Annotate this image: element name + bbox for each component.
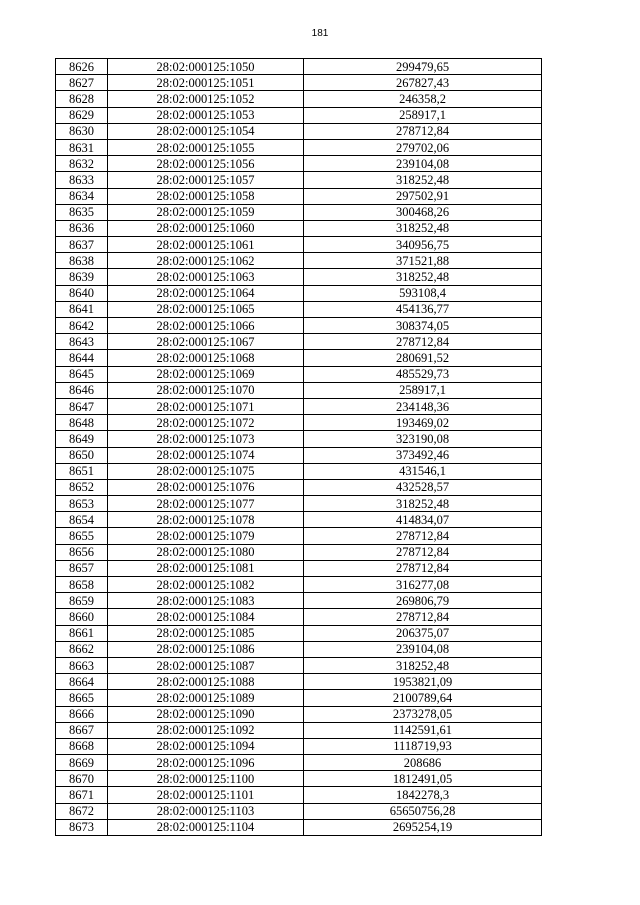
table-row	[56, 285, 542, 301]
table-row	[56, 560, 542, 576]
cadastral-number-cell: 28:02:000125:1064	[108, 285, 304, 301]
value-cell: 278712,84	[304, 528, 542, 544]
table-row	[56, 593, 542, 609]
value-cell: 246358,2	[304, 91, 542, 107]
cadastral-number-cell: 28:02:000125:1062	[108, 253, 304, 269]
cadastral-number-cell: 28:02:000125:1104	[108, 819, 304, 835]
row-index-cell: 8670	[56, 771, 108, 787]
value-cell: 318252,48	[304, 269, 542, 285]
cadastral-number-cell: 28:02:000125:1096	[108, 755, 304, 771]
row-index-cell: 8668	[56, 738, 108, 754]
table-row	[56, 496, 542, 512]
row-index-cell: 8635	[56, 204, 108, 220]
cadastral-number-cell: 28:02:000125:1084	[108, 609, 304, 625]
cadastral-number-cell: 28:02:000125:1067	[108, 334, 304, 350]
value-cell: 193469,02	[304, 415, 542, 431]
row-index-cell: 8650	[56, 447, 108, 463]
table-row	[56, 431, 542, 447]
row-index-cell: 8672	[56, 803, 108, 819]
cadastral-number-cell: 28:02:000125:1052	[108, 91, 304, 107]
value-cell: 206375,07	[304, 625, 542, 641]
table-row	[56, 479, 542, 495]
row-index-cell: 8646	[56, 382, 108, 398]
table-row	[56, 447, 542, 463]
row-index-cell: 8658	[56, 577, 108, 593]
value-cell: 1953821,09	[304, 674, 542, 690]
table-row	[56, 334, 542, 350]
cadastral-table	[55, 58, 542, 836]
row-index-cell: 8649	[56, 431, 108, 447]
value-cell: 414834,07	[304, 512, 542, 528]
value-cell: 2373278,05	[304, 706, 542, 722]
row-index-cell: 8643	[56, 334, 108, 350]
table-row	[56, 366, 542, 382]
value-cell: 279702,06	[304, 139, 542, 155]
cadastral-number-cell: 28:02:000125:1072	[108, 415, 304, 431]
row-index-cell: 8626	[56, 59, 108, 75]
row-index-cell: 8631	[56, 139, 108, 155]
row-index-cell: 8644	[56, 350, 108, 366]
cadastral-number-cell: 28:02:000125:1101	[108, 787, 304, 803]
value-cell: 431546,1	[304, 463, 542, 479]
row-index-cell: 8654	[56, 512, 108, 528]
cadastral-number-cell: 28:02:000125:1054	[108, 123, 304, 139]
row-index-cell: 8648	[56, 415, 108, 431]
cadastral-number-cell: 28:02:000125:1058	[108, 188, 304, 204]
table-row	[56, 91, 542, 107]
row-index-cell: 8628	[56, 91, 108, 107]
value-cell: 1842278,3	[304, 787, 542, 803]
value-cell: 297502,91	[304, 188, 542, 204]
value-cell: 432528,57	[304, 479, 542, 495]
cadastral-number-cell: 28:02:000125:1085	[108, 625, 304, 641]
row-index-cell: 8633	[56, 172, 108, 188]
value-cell: 1142591,61	[304, 722, 542, 738]
table-row	[56, 156, 542, 172]
row-index-cell: 8662	[56, 641, 108, 657]
table-row	[56, 674, 542, 690]
row-index-cell: 8652	[56, 479, 108, 495]
cadastral-number-cell: 28:02:000125:1055	[108, 139, 304, 155]
table-row	[56, 819, 542, 835]
value-cell: 1812491,05	[304, 771, 542, 787]
value-cell: 323190,08	[304, 431, 542, 447]
value-cell: 278712,84	[304, 560, 542, 576]
cadastral-number-cell: 28:02:000125:1090	[108, 706, 304, 722]
value-cell: 454136,77	[304, 301, 542, 317]
cadastral-number-cell: 28:02:000125:1082	[108, 577, 304, 593]
cadastral-number-cell: 28:02:000125:1060	[108, 220, 304, 236]
cadastral-number-cell: 28:02:000125:1089	[108, 690, 304, 706]
row-index-cell: 8632	[56, 156, 108, 172]
row-index-cell: 8645	[56, 366, 108, 382]
cadastral-number-cell: 28:02:000125:1080	[108, 544, 304, 560]
row-index-cell: 8647	[56, 398, 108, 414]
cadastral-number-cell: 28:02:000125:1056	[108, 156, 304, 172]
table-row	[56, 318, 542, 334]
cadastral-number-cell: 28:02:000125:1086	[108, 641, 304, 657]
table-row	[56, 625, 542, 641]
cadastral-number-cell: 28:02:000125:1075	[108, 463, 304, 479]
cadastral-number-cell: 28:02:000125:1077	[108, 496, 304, 512]
value-cell: 371521,88	[304, 253, 542, 269]
value-cell: 593108,4	[304, 285, 542, 301]
table-row	[56, 755, 542, 771]
table-row	[56, 301, 542, 317]
value-cell: 1118719,93	[304, 738, 542, 754]
row-index-cell: 8673	[56, 819, 108, 835]
row-index-cell: 8629	[56, 107, 108, 123]
value-cell: 318252,48	[304, 496, 542, 512]
cadastral-number-cell: 28:02:000125:1073	[108, 431, 304, 447]
table-row	[56, 75, 542, 91]
value-cell: 208686	[304, 755, 542, 771]
row-index-cell: 8640	[56, 285, 108, 301]
table-row	[56, 512, 542, 528]
value-cell: 299479,65	[304, 59, 542, 75]
cadastral-number-cell: 28:02:000125:1083	[108, 593, 304, 609]
table-row	[56, 722, 542, 738]
cadastral-number-cell: 28:02:000125:1071	[108, 398, 304, 414]
value-cell: 373492,46	[304, 447, 542, 463]
table-row	[56, 237, 542, 253]
value-cell: 340956,75	[304, 237, 542, 253]
row-index-cell: 8657	[56, 560, 108, 576]
value-cell: 234148,36	[304, 398, 542, 414]
table-body	[56, 59, 542, 836]
row-index-cell: 8665	[56, 690, 108, 706]
cadastral-number-cell: 28:02:000125:1050	[108, 59, 304, 75]
row-index-cell: 8630	[56, 123, 108, 139]
value-cell: 258917,1	[304, 107, 542, 123]
table-row	[56, 123, 542, 139]
cadastral-number-cell: 28:02:000125:1069	[108, 366, 304, 382]
table-row	[56, 609, 542, 625]
table-row	[56, 350, 542, 366]
row-index-cell: 8669	[56, 755, 108, 771]
cadastral-number-cell: 28:02:000125:1061	[108, 237, 304, 253]
table-row	[56, 803, 542, 819]
row-index-cell: 8651	[56, 463, 108, 479]
cadastral-number-cell: 28:02:000125:1063	[108, 269, 304, 285]
value-cell: 308374,05	[304, 318, 542, 334]
table-row	[56, 188, 542, 204]
table-row	[56, 577, 542, 593]
row-index-cell: 8653	[56, 496, 108, 512]
cadastral-number-cell: 28:02:000125:1087	[108, 657, 304, 673]
table-row	[56, 269, 542, 285]
table-row	[56, 657, 542, 673]
table-row	[56, 139, 542, 155]
table-row	[56, 172, 542, 188]
table-row	[56, 641, 542, 657]
cadastral-number-cell: 28:02:000125:1079	[108, 528, 304, 544]
cadastral-number-cell: 28:02:000125:1053	[108, 107, 304, 123]
value-cell: 318252,48	[304, 657, 542, 673]
table-row	[56, 382, 542, 398]
cadastral-number-cell: 28:02:000125:1088	[108, 674, 304, 690]
cadastral-number-cell: 28:02:000125:1092	[108, 722, 304, 738]
value-cell: 316277,08	[304, 577, 542, 593]
page-number: 181	[311, 28, 329, 39]
value-cell: 318252,48	[304, 220, 542, 236]
value-cell: 278712,84	[304, 334, 542, 350]
row-index-cell: 8641	[56, 301, 108, 317]
cadastral-number-cell: 28:02:000125:1065	[108, 301, 304, 317]
value-cell: 485529,73	[304, 366, 542, 382]
value-cell: 239104,08	[304, 156, 542, 172]
cadastral-number-cell: 28:02:000125:1070	[108, 382, 304, 398]
row-index-cell: 8636	[56, 220, 108, 236]
table-row	[56, 59, 542, 75]
row-index-cell: 8660	[56, 609, 108, 625]
row-index-cell: 8639	[56, 269, 108, 285]
value-cell: 278712,84	[304, 123, 542, 139]
value-cell: 2100789,64	[304, 690, 542, 706]
value-cell: 269806,79	[304, 593, 542, 609]
value-cell: 278712,84	[304, 609, 542, 625]
table-row	[56, 220, 542, 236]
table-row	[56, 738, 542, 754]
cadastral-number-cell: 28:02:000125:1078	[108, 512, 304, 528]
row-index-cell: 8659	[56, 593, 108, 609]
row-index-cell: 8663	[56, 657, 108, 673]
table-row	[56, 528, 542, 544]
cadastral-number-cell: 28:02:000125:1051	[108, 75, 304, 91]
value-cell: 278712,84	[304, 544, 542, 560]
value-cell: 258917,1	[304, 382, 542, 398]
row-index-cell: 8638	[56, 253, 108, 269]
cadastral-number-cell: 28:02:000125:1100	[108, 771, 304, 787]
value-cell: 239104,08	[304, 641, 542, 657]
value-cell: 318252,48	[304, 172, 542, 188]
row-index-cell: 8655	[56, 528, 108, 544]
table-row	[56, 204, 542, 220]
table-row	[56, 544, 542, 560]
cadastral-number-cell: 28:02:000125:1081	[108, 560, 304, 576]
row-index-cell: 8642	[56, 318, 108, 334]
cadastral-number-cell: 28:02:000125:1076	[108, 479, 304, 495]
row-index-cell: 8637	[56, 237, 108, 253]
row-index-cell: 8656	[56, 544, 108, 560]
table-row	[56, 771, 542, 787]
table-row	[56, 706, 542, 722]
value-cell: 2695254,19	[304, 819, 542, 835]
row-index-cell: 8666	[56, 706, 108, 722]
table-row	[56, 415, 542, 431]
cadastral-number-cell: 28:02:000125:1057	[108, 172, 304, 188]
cadastral-number-cell: 28:02:000125:1066	[108, 318, 304, 334]
table-row	[56, 398, 542, 414]
table-row	[56, 107, 542, 123]
cadastral-number-cell: 28:02:000125:1068	[108, 350, 304, 366]
cadastral-number-cell: 28:02:000125:1059	[108, 204, 304, 220]
row-index-cell: 8664	[56, 674, 108, 690]
value-cell: 280691,52	[304, 350, 542, 366]
row-index-cell: 8661	[56, 625, 108, 641]
table-row	[56, 253, 542, 269]
value-cell: 300468,26	[304, 204, 542, 220]
table-row	[56, 690, 542, 706]
value-cell: 267827,43	[304, 75, 542, 91]
table-row	[56, 463, 542, 479]
row-index-cell: 8627	[56, 75, 108, 91]
row-index-cell: 8634	[56, 188, 108, 204]
cadastral-number-cell: 28:02:000125:1074	[108, 447, 304, 463]
row-index-cell: 8671	[56, 787, 108, 803]
row-index-cell: 8667	[56, 722, 108, 738]
value-cell: 65650756,28	[304, 803, 542, 819]
cadastral-number-cell: 28:02:000125:1103	[108, 803, 304, 819]
cadastral-number-cell: 28:02:000125:1094	[108, 738, 304, 754]
table-row	[56, 787, 542, 803]
